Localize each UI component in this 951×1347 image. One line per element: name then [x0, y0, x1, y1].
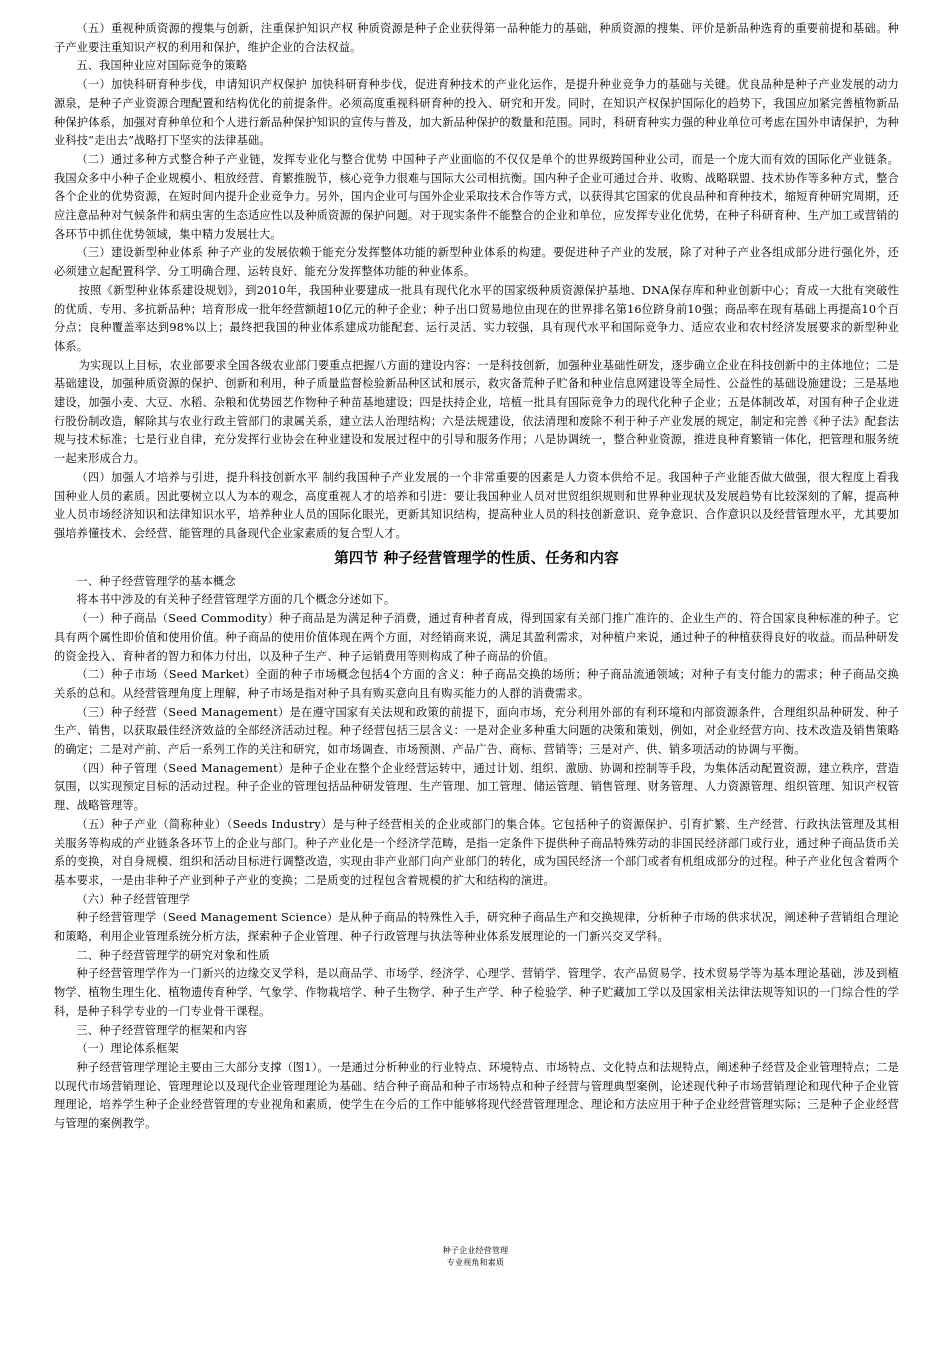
- body-text-part2: [54, 573, 899, 1134]
- heading-level2: 一、种子经营管理学的基本概念: [76, 574, 236, 588]
- heading-level2: 五、我国种业应对国际竞争的策略: [76, 59, 248, 73]
- paragraph: 按照《新型种业体系建设规划》，到2010年，我国种业要建成一批具有现代化水平的国家级种质资源保护基地、DNA保存库和种业创新中心；育成一大批有突破性的优质、专用、多抗新品种；培育形成一批年经营额超10亿元的种子企业；种子出口贸易地位由现在的世界排名第16位跻身前10强；商品率在现有基础上再提高10个百分点；良种覆盖率达到98%以上；最终把我国的种业体系建成功能配套、运行灵活、实力较强，具有现代水平和国际竞争力、适应农业和农村经济发展要求的新型种业体系。: [54, 283, 899, 353]
- body-text-part1: [54, 20, 899, 544]
- section-title: 第四节 种子经营管理学的性质、任务和内容: [334, 550, 619, 567]
- paragraph: （四）加强人才培养与引进，提升科技创新水平 制约我国种子产业发展的一个非常重要的因素是人力资本供给不足。我国种子产业能否做大做强，很大程度上看我国种业人员的素质。因此要树立以人为本的观念，高度重视人才的培养和引进：要让我国种业人员对世贸组织规则和世界种业现状及发展趋势有比较深刻的了解，提高种业人员市场经济知识和法律知识水平，培养种业人员的国际化眼光，更新其知识结构，提高种业人员的科技创新意识、竞争意识、合作意识以及经营管理水平，尤其要加强培养懂技术、会经营、能管理的具备现代企业家素质的复合型人才。: [54, 470, 899, 540]
- footer-line: 专业视角和素质: [446, 1258, 505, 1267]
- paragraph: （一）种子商品（Seed Commodity）种子商品是为满足种子消费，通过育种者育成，得到国家有关部门推广准许的、企业生产的、符合国家良种标准的种子。它具有两个属性即价值和使用价值。种子商品的使用价值体现在两个方面，对经销商来说，满足其盈利需求，对种植户来说，通过种子的种植获得良好的收益。而品种研发的资金投入、育种者的智力和体力付出，以及种子生产、种子运销费用等则构成了种子商品的价值。: [54, 612, 899, 663]
- paragraph: 种子经营管理学（Seed Management Science）是从种子商品的特殊性入手，研究种子商品生产和交换规律，分析种子市场的供求状况，阐述种子营销组合理论和策略，利用企业管理系统分析方法，探索种子企业管理、种子行政管理与执法等种业体系发展理论的一门新兴交叉学科。: [54, 911, 899, 944]
- paragraph: 种子经营管理学理论主要由三大部分支撑（图1）。一是通过分析种业的行业特点、环境特点、市场特点、文化特点和法规特点，阐述种子经营及企业管理特点；二是以现代市场营销理论、管理理论以及现代企业管理理论为基础、结合种子商品和种子市场特点和种子经营与管理典型案例，论述现代种子市场营销理论和现代种子企业管理理论，培养学生种子企业经营管理的专业视角和素质，使学生在今后的工作中能够将现代经营管理理念、理论和方法应用于种子企业经营管理实际；三是种子企业经营与管理的案例教学。: [54, 1060, 899, 1131]
- heading-level3: （一）理论体系框架: [76, 1042, 179, 1056]
- paragraph: 种子经营管理学作为一门新兴的边缘交叉学科，是以商品学、市场学、经济学、心理学、营销学、管理学、农产品贸易学、技术贸易学等为基本理论基础，涉及到植物学、植物生理生化、植物遗传育种学、气象学、作物栽培学、种子生物学、种子生产学、种子检验学、种子贮藏加工学以及国家相关法律法规等知识的一门综合性的学科，是种子科学专业的一门专业骨干课程。: [54, 967, 899, 1018]
- heading-level2: 三、种子经营管理学的框架和内容: [76, 1023, 248, 1037]
- paragraph: （四）种子管理（Seed Management）是种子企业在整个企业经营运转中，通过计划、组织、激励、协调和控制等手段，为集体活动配置资源，建立秩序，营造氛围，以实现预定目标的活动过程。种子企业的管理包括品种研发管理、生产管理、加工管理、储运管理、销售管理、财务管理、人力资源管理、组织管理、知识产权管理、战略管理等。: [54, 761, 899, 813]
- paragraph: （二）种子市场（Seed Market）全面的种子市场概念包括4个方面的含义：种子商品交换的场所；种子商品流通领域；对种子有支付能力的需求；种子商品交换关系的总和。从经营管理角度上理解，种子市场是指对种子具有购买意向且有购买能力的人群的消费需求。: [54, 668, 899, 700]
- paragraph: （三）种子经营（Seed Management）是在遵守国家有关法规和政策的前提下，面向市场，充分利用外部的有利环境和内部资源条件，合理组织品种研发、种子生产、销售，以获取最佳经济效益的全部经济活动过程。种子经营包括三层含义：一是对企业多种重大问题的决策和策划，例如，对企业经营方向、技术改造及销售策略的确定；二是对产前、产后一系列工作的关注和研究，如市场调查、市场预测、产品广告、商标、营销等；三是对产、供、销多项活动的协调与平衡。: [54, 705, 899, 757]
- paragraph: 将本书中涉及的有关种子经营管理学方面的几个概念分述如下。: [76, 593, 396, 607]
- paragraph: （二）通过多种方式整合种子产业链，发挥专业化与整合优势 中国种子产业面临的不仅仅是单个的世界级跨国种业公司，而是一个庞大而有效的国际化产业链条。我国众多中小种子企业规模小、粗放经营、育繁推脱节，核心竞争力很难与国际大公司相抗衡。国内种子企业可通过合并、收购、战略联盟、技术协作等多种方式，整合各个企业的优势资源，在短时间内提升企业竞争力。另外，国内企业可与国外企业采取技术合作等方式，以获得其它国家的优良品种和育种技术，缩短育种研究周期，还应注意品种对气候条件和病虫害的生态适应性以及种质资源的保护问题。对于现实条件不能整合的企业和单位，应发挥专业化优势，在种子科研育种、生产加工或营销的各环节中抓住优势领域，集中精力发展壮大。: [54, 152, 899, 241]
- paragraph: （五）重视种质资源的搜集与创新，注重保护知识产权 种质资源是种子企业获得第一品种能力的基础，种质资源的搜集、评价是新品种选育的重要前提和基础。种子产业要注重知识产权的利用和保护，维护企业的合法权益。: [54, 22, 899, 54]
- paragraph: （一）加快科研育种步伐，申请知识产权保护 加快科研育种步伐，促进育种技术的产业化运作，是提升种业竞争力的基础与关键。优良品种是种子产业发展的动力源泉，是种子产业资源合理配置和结构优化的前提条件。必须高度重视科研育种的投入、研究和开发。同时，在知识产权保护国际化的趋势下，我国应加紧完善植物新品种保护体系，加强对育种单位和个人进行新品种保护知识的宣传与普及，加大新品种保护的数量和范围。同时，科研育种实力强的种业单位可考虑在国外申请保护，为种业科技“走出去”战略打下坚实的法律基础。: [54, 78, 899, 148]
- page-footer: [0, 1245, 951, 1269]
- heading-level3: （六）种子经营管理学: [76, 892, 191, 906]
- footer-line: 种子企业经营管理: [442, 1246, 509, 1255]
- paragraph: （五）种子产业（简称种业）（Seeds Industry）是与种子经营相关的企业或部门的集合体。它包括种子的资源保护、引育扩繁、生产经营、行政执法管理及其相关服务等构成的产业链条各环节上的企业与部门。种子产业化是一个经济学范畴，是指一定条件下提供种子商品特殊劳动的非国民经济部门或行业，通过种子商品货币关系的变换，对自身规模、组织和活动目标进行调整改造，实现由非产业部门向产业部门的转化，成为国民经济一个部门或者有机组成部分的过程。种子产业化包含着两个基本要求，一是由非种子产业到种子产业的变换；二是质变的过程包含着规模的扩大和结构的演进。: [54, 817, 899, 887]
- paragraph: （三）建设新型种业体系 种子产业的发展依赖于能充分发挥整体功能的新型种业体系的构建。要促进种子产业的发展，除了对种子产业各组成部分进行强化外，还必须建立起配置科学、分工明确合理、运转良好、能充分发挥整体功能的种业体系。: [54, 246, 899, 279]
- heading-level2: 二、种子经营管理学的研究对象和性质: [76, 948, 270, 962]
- paragraph: 为实现以上目标，农业部要求全国各级农业部门要重点把握八方面的建设内容：一是科技创新，加强种业基础性研发，逐步确立企业在科技创新中的主体地位；二是基础建设，加强种质资源的保护、创新和利用，种子质量监督检验新品种区试和展示，救灾备荒种子贮备和种业信息网建设等全局性、公益性的基础设施建设；三是基地建设，加强小麦、大豆、水稻、杂粮和优势园艺作物种子种苗基地建设；四是扶持企业，培植一批具有国际竞争力的现代化种子企业；五是体制改革，对国有种子企业进行股份制改造，解除其与农业行政主管部门的隶属关系，建立法人治理结构；六是法规建设，依法清理和废除不利于种子产业发展的规定，制定和完善《种子法》配套法规与技术标准；七是行业自律，充分发挥行业协会在种业建设和发展过程中的引导和服务作用；八是协调统一，整合种业资源，推进良种育繁销一体化，把管理和服务统一起来形成合力。: [54, 358, 899, 466]
